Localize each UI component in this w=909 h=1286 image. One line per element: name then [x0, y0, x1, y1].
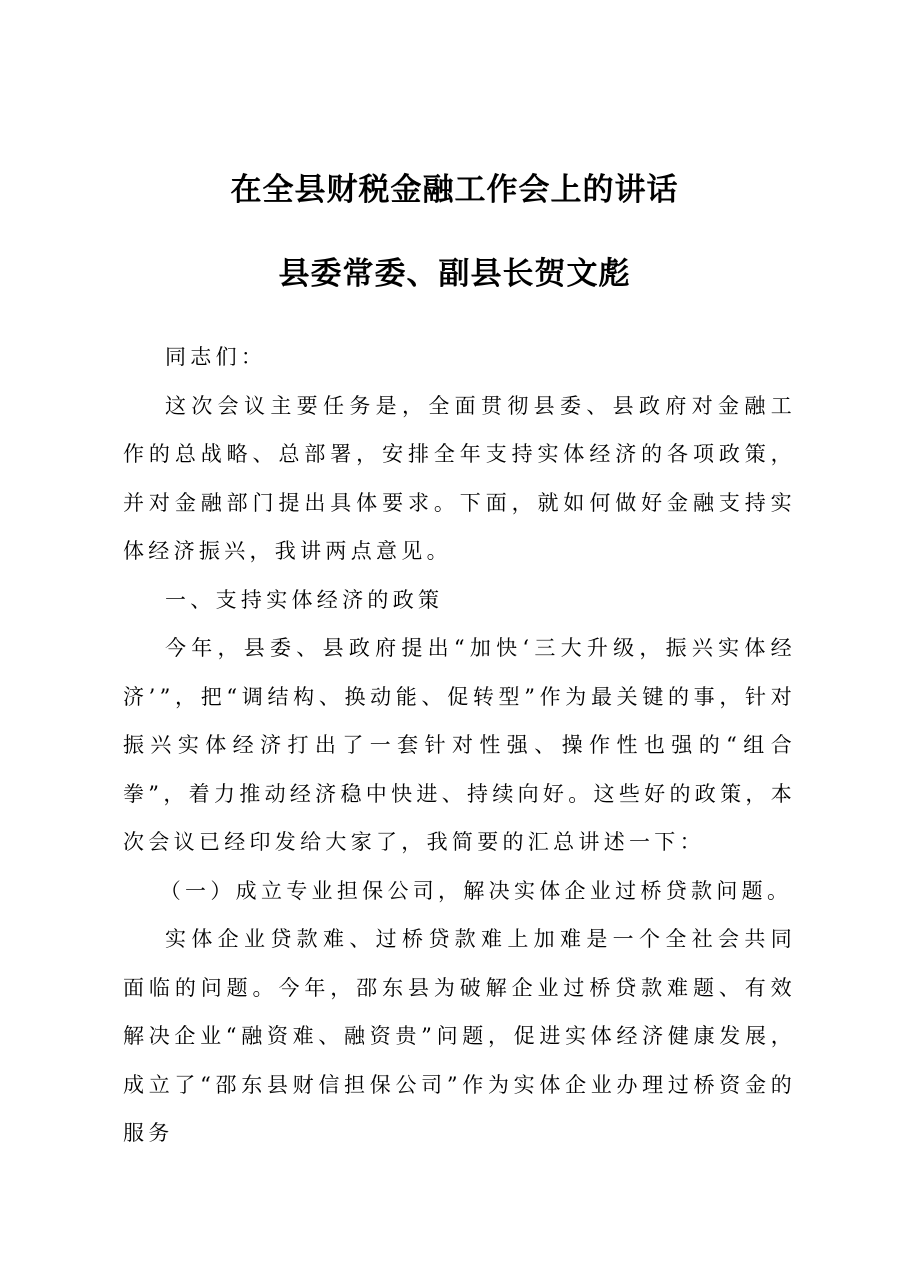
body-paragraph: 这次会议主要任务是，全面贯彻县委、县政府对金融工作的总战略、总部署，安排全年支持实体经济的各项政策，并对金融部门提出具体要求。下面，就如何做好金融支持实体经济振兴，我讲两点意见。	[123, 393, 796, 563]
section-heading: 一、支持实体经济的政策	[165, 587, 444, 612]
document-subtitle: 县委常委、副县长贺文彪	[278, 256, 631, 292]
body-paragraph: 今年，县委、县政府提出“加快‘三大升级，振兴实体经济’”，把“调结构、换动能、促转型”作为最关键的事，针对振兴实体经济打出了一套针对性强、操作性也强的“组合拳”，着力推动经济稳中快进、持续向好。这些好的政策，本次会议已经印发给大家了，我简要的汇总讲述一下：	[123, 636, 796, 854]
salutation: 同志们：	[165, 345, 267, 369]
document-body	[123, 333, 796, 1158]
document-title: 在全县财税金融工作会上的讲话	[230, 172, 679, 208]
body-paragraph: 实体企业贷款难、过桥贷款难上加难是一个全社会共同面临的问题。今年，邵东县为破解企业过桥贷款难题、有效解决企业“融资难、融资贵”问题，促进实体经济健康发展，成立了“邵东县财信担保公司”作为实体企业办理过桥资金的服务	[123, 927, 796, 1145]
subsection-heading: （一）成立专业担保公司，解决实体企业过桥贷款问题。	[159, 878, 793, 903]
